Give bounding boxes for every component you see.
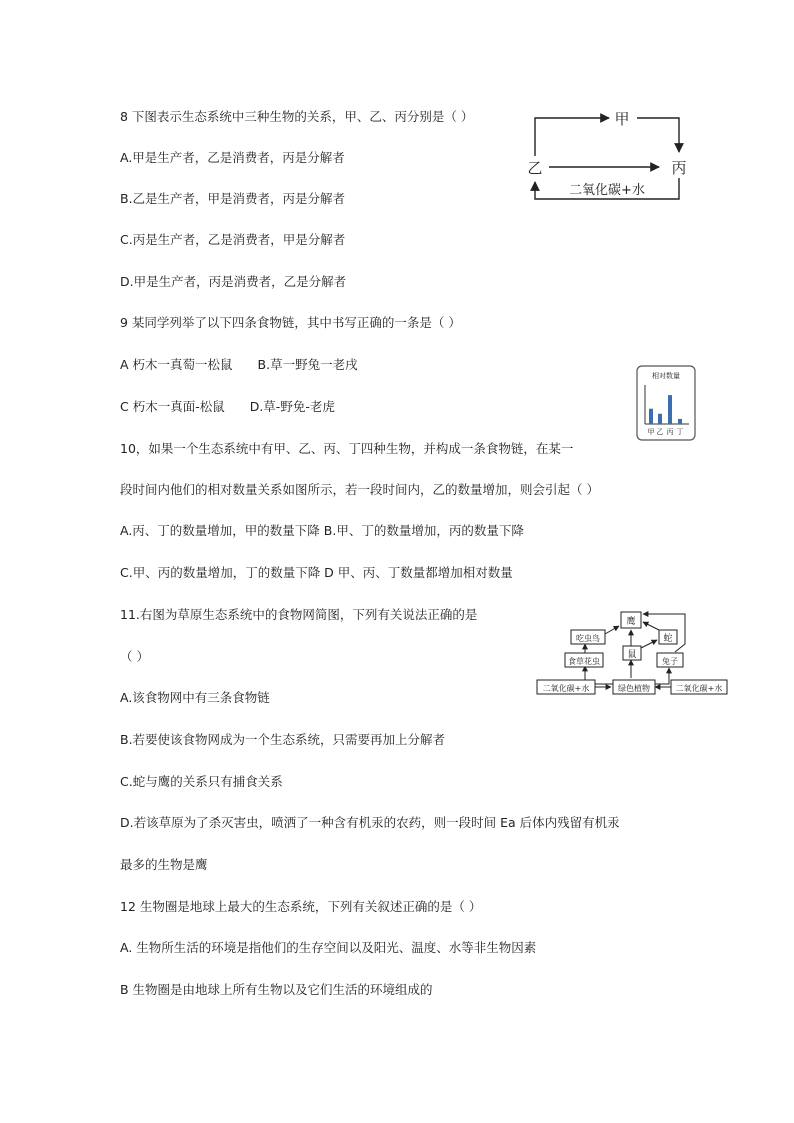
node-snake (659, 630, 677, 644)
node-co2-left-label: 二氧化碳+水 (542, 684, 590, 693)
arrow-yi-to-jia (535, 118, 609, 156)
q11-paren: （ ） (120, 649, 149, 664)
node-mouse-label: 鼠 (627, 650, 637, 660)
bar-ding (678, 419, 682, 424)
q8-option-c: C.丙是生产者，乙是消费者，甲是分解者 (120, 232, 346, 247)
x-label-bing: 丙 (666, 428, 674, 436)
node-insect-bird (571, 630, 605, 644)
node-insect-bird-label: 吃虫鸟 (576, 634, 600, 643)
q11-option-d-2: 最多的生物是鹰 (120, 857, 208, 872)
q10-options-cd: C.甲、丙的数量增加，丁的数量下降 D 甲、丙、丁数量都增加相对数量 (120, 565, 513, 580)
bar-jia (649, 409, 653, 424)
q10-stem-2: 段时间内他们的相对数量关系如图所示，若一段时间内，乙的数量增加，则会引起（ ） (120, 482, 599, 497)
node-rabbit (657, 653, 683, 667)
node-green-plant (613, 680, 655, 694)
node-yi: 乙 (527, 159, 543, 177)
node-co2-left (537, 680, 595, 694)
q11-food-web (535, 608, 730, 698)
q8-diagram (525, 104, 695, 206)
q11-option-c: C.蛇与鹰的关系只有捕食关系 (120, 774, 283, 789)
node-rabbit-label: 兔子 (662, 657, 678, 666)
node-bing: 丙 (671, 159, 687, 177)
bar-bing (668, 395, 672, 424)
node-mouse (623, 646, 641, 660)
x-label-yi: 乙 (656, 428, 664, 436)
q11-stem: 11.右图为草原生态系统中的食物网简图，下列有关说法正确的是 (120, 607, 478, 622)
q8-option-d: D.甲是生产者，丙是消费者，乙是分解者 (120, 274, 347, 289)
q11-option-b: B.若要使该食物网成为一个生态系统，只需要再加上分解者 (120, 732, 446, 747)
arrow-mouse-to-snake (641, 640, 657, 648)
bar-yi (658, 414, 662, 424)
q12-option-b: B 生物圈是由地球上所有生物以及它们生活的环境组成的 (120, 982, 433, 997)
q11-option-a: A.该食物网中有三条食物链 (120, 690, 270, 705)
q11-option-d-1: D.若该草原为了杀灭害虫，喷洒了一种含有机汞的农药，则一段时间 Ea 后体内残留有机汞 (120, 815, 620, 830)
x-label-ding: 丁 (676, 428, 684, 436)
chart-title: 相对数量 (652, 372, 680, 380)
arrow-jia-to-bing (637, 118, 679, 152)
node-eagle (621, 612, 641, 628)
node-snake-label: 蛇 (663, 634, 673, 644)
q9-options-cd: C 朽木一真面-松鼠 D.草-野免-老虎 (120, 399, 335, 414)
node-green-plant-label: 绿色植物 (618, 684, 650, 693)
q12-stem: 12 生物圈是地球上最大的生态系统，下列有关叙述正确的是（ ） (120, 899, 482, 914)
arrow-snake-to-eagle (643, 622, 659, 630)
label-co2-water: 二氧化碳+水 (569, 183, 645, 198)
q9-options-ab: A 朽木一真萄一松鼠 B.草一野兔一老戌 (120, 357, 358, 372)
node-co2-right-label: 二氧化碳+水 (675, 684, 723, 693)
q8-option-a: A.甲是生产者，乙是消费者，丙是分解者 (120, 150, 345, 165)
node-co2-right (671, 680, 727, 694)
node-jia: 甲 (614, 110, 630, 128)
node-herbivore-insect (565, 653, 603, 667)
x-label-jia: 甲 (647, 428, 655, 436)
node-herbivore-insect-label: 食草花虫 (568, 657, 600, 666)
arrow-bird-to-eagle (605, 626, 619, 634)
q12-option-a: A. 生物所生活的环境是指他们的生存空间以及阳光、温度、水等非生物因素 (120, 940, 537, 955)
q10-options-ab: A.丙、丁的数量增加，甲的数量下降 B.甲、丁的数量增加，丙的数量下降 (120, 523, 524, 538)
q10-bar-chart (636, 365, 696, 441)
q10-stem-1: 10，如果一个生态系统中有甲、乙、丙、丁四种生物，并构成一条食物链，在某一 (120, 441, 574, 456)
q8-stem: 8 下图表示生态系统中三种生物的关系，甲、乙、丙分别是（ ） (120, 109, 474, 124)
q9-stem: 9 某同学列举了以下四条食物链，其中书写正确的一条是（ ） (120, 315, 461, 330)
q8-option-b: B.乙是生产者，甲是消费者，丙是分解者 (120, 191, 346, 206)
node-eagle-label: 鹰 (626, 617, 636, 627)
